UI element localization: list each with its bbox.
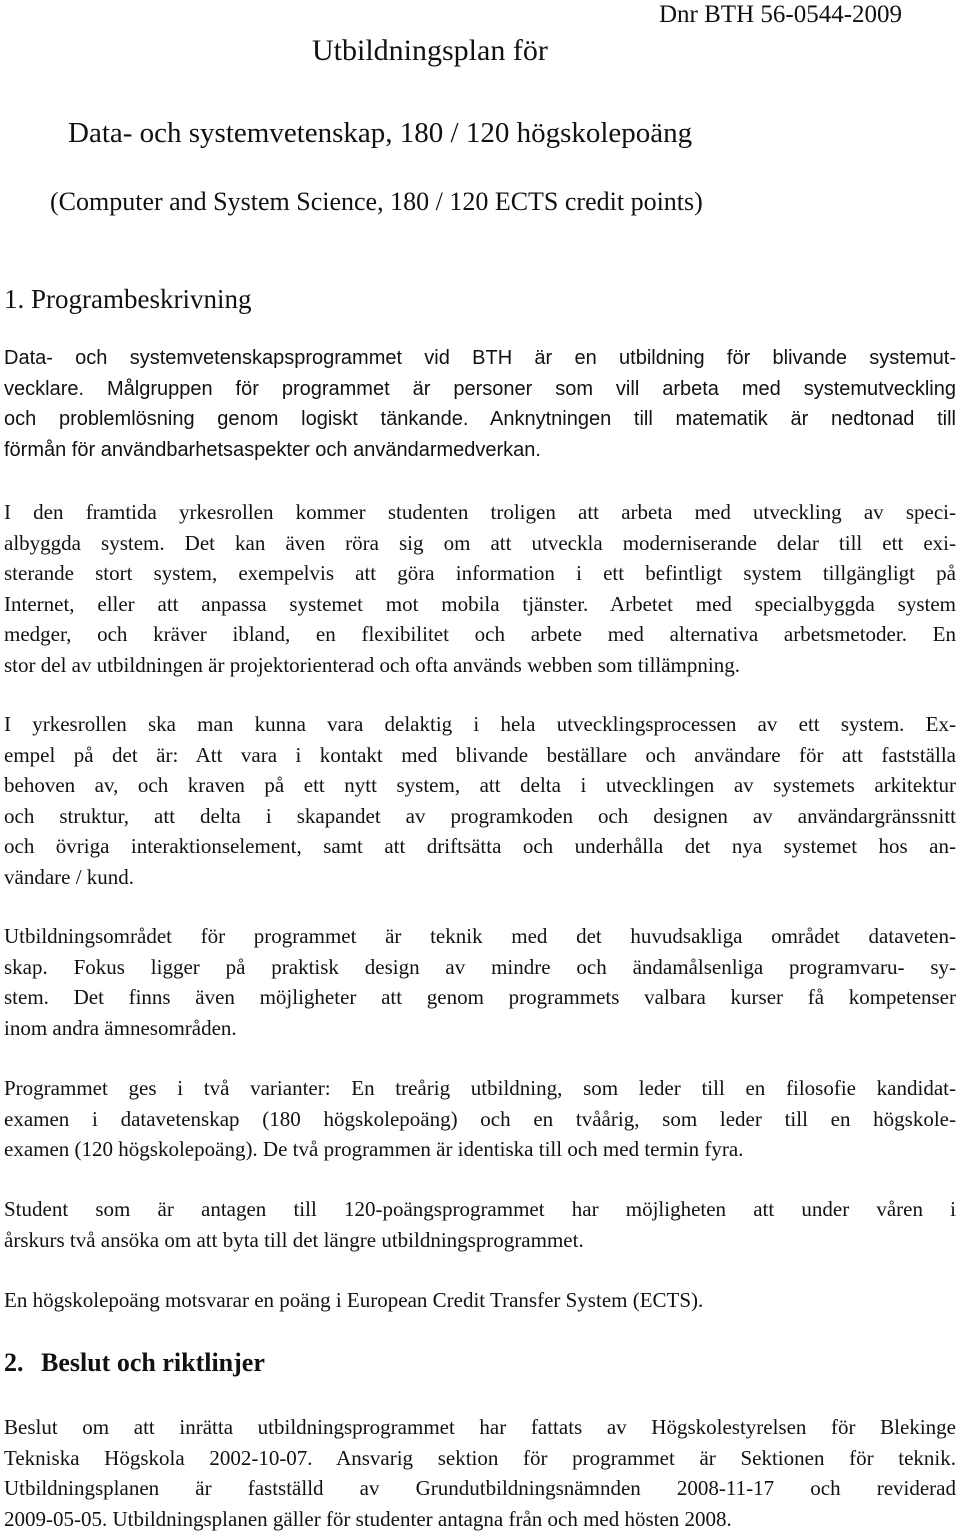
text-line: I yrkesrollen ska man kunna vara delaktig i hela utvecklingsprocessen av ett system. Ex- bbox=[4, 709, 956, 740]
section-1-paragraph-5 bbox=[4, 1073, 956, 1165]
text-line: behoven av, och kraven på ett nytt system, att delta i utvecklingen av systemets arkitektur bbox=[4, 770, 956, 801]
text-line: empel på det är: Att vara i kontakt med blivande beställare och användare för att fastställa bbox=[4, 740, 956, 771]
text-line: stem. Det finns även möjligheter att genom programmets valbara kurser få kompetenser bbox=[4, 982, 956, 1013]
text-line: vändare / kund. bbox=[4, 862, 956, 893]
text-line: medger, och kräver ibland, en flexibilitet och arbete med alternativa arbetsmetoder. En bbox=[4, 619, 956, 650]
text-line: Programmet ges i två varianter: En treårig utbildning, som leder till en filosofie kandidat- bbox=[4, 1073, 956, 1104]
text-line: skap. Fokus ligger på praktisk design av mindre och ändamålsenliga programvaru- sy- bbox=[4, 952, 956, 983]
program-name: Data- och systemvetenskap, 180 / 120 högskolepoäng bbox=[68, 115, 692, 151]
section-1-paragraph-1 bbox=[4, 343, 956, 465]
section-1-paragraph-7 bbox=[4, 1285, 956, 1316]
section-1-paragraph-4 bbox=[4, 921, 956, 1043]
text-line: examen i datavetenskap (180 högskolepoäng) och en tvåårig, som leder till en högskole- bbox=[4, 1104, 956, 1135]
text-line: sterande stort system, exempelvis att göra information i ett befintligt system tillgängligt på bbox=[4, 558, 956, 589]
section-2-paragraph-1 bbox=[4, 1412, 956, 1534]
text-line: och problemlösning genom logiskt tänkande. Anknytningen till matematik är nedtonad till bbox=[4, 404, 956, 435]
text-line: årskurs två ansöka om att byta till det längre utbildningsprogrammet. bbox=[4, 1225, 956, 1256]
text-line: En högskolepoäng motsvarar en poäng i European Credit Transfer System (ECTS). bbox=[4, 1285, 956, 1316]
document-title: Utbildningsplan för bbox=[312, 33, 548, 69]
section-2-heading: Beslut och riktlinjer bbox=[41, 1347, 265, 1379]
text-line: I den framtida yrkesrollen kommer studenten troligen att arbeta med utveckling av speci- bbox=[4, 497, 956, 528]
text-line: albyggda system. Det kan även röra sig om att utveckla moderniserande delar till ett exi- bbox=[4, 528, 956, 559]
text-line: Utbildningsplanen är fastställd av Grundutbildningsnämnden 2008-11-17 och reviderad bbox=[4, 1473, 956, 1504]
registration-number: Dnr BTH 56-0544-2009 bbox=[659, 0, 902, 30]
text-line: Utbildningsområdet för programmet är teknik med det huvudsakliga området dataveten- bbox=[4, 921, 956, 952]
text-line: Internet, eller att anpassa systemet mot mobila tjänster. Arbetet med specialbyggda system bbox=[4, 589, 956, 620]
section-1-paragraph-6 bbox=[4, 1194, 956, 1255]
text-line: examen (120 högskolepoäng). De två programmen är identiska till och med termin fyra. bbox=[4, 1134, 956, 1165]
text-line: och struktur, att delta i skapandet av programkoden och designen av användargränssnitt bbox=[4, 801, 956, 832]
text-line: stor del av utbildningen är projektorienterad och ofta används webben som tillämpning. bbox=[4, 650, 956, 681]
text-line: förmån för användbarhetsaspekter och användarmedverkan. bbox=[4, 435, 956, 466]
text-line: och övriga interaktionselement, samt att driftsätta och underhålla det nya systemet hos an- bbox=[4, 831, 956, 862]
section-2-number: 2. bbox=[4, 1347, 24, 1379]
text-line: Beslut om att inrätta utbildningsprogrammet har fattats av Högskolestyrelsen för Blekinge bbox=[4, 1412, 956, 1443]
section-1-paragraph-3 bbox=[4, 709, 956, 892]
text-line: Data- och systemvetenskapsprogrammet vid BTH är en utbildning för blivande systemut- bbox=[4, 343, 956, 374]
section-1-heading: 1. Programbeskrivning bbox=[4, 283, 251, 315]
program-name-english: (Computer and System Science, 180 / 120 ECTS credit points) bbox=[50, 186, 703, 218]
text-line: Student som är antagen till 120-poängsprogrammet har möjligheten att under våren i bbox=[4, 1194, 956, 1225]
text-line: vecklare. Målgruppen för programmet är personer som vill arbeta med systemutveckling bbox=[4, 374, 956, 405]
text-line: Tekniska Högskola 2002-10-07. Ansvarig sektion för programmet är Sektionen för teknik. bbox=[4, 1443, 956, 1474]
section-1-paragraph-2 bbox=[4, 497, 956, 680]
text-line: 2009-05-05. Utbildningsplanen gäller för studenter antagna från och med hösten 2008. bbox=[4, 1504, 956, 1534]
text-line: inom andra ämnesområden. bbox=[4, 1013, 956, 1044]
